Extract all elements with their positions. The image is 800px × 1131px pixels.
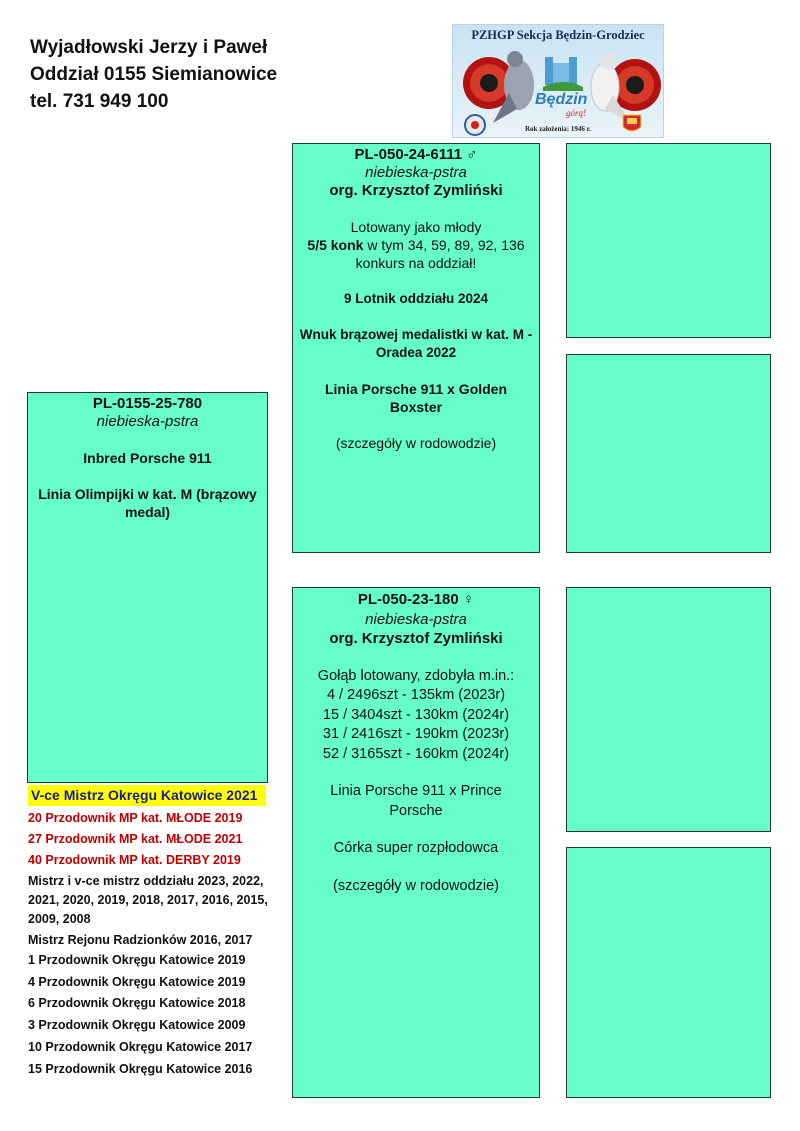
mother-details: (szczegóły w rodowodzie) (332, 877, 499, 894)
mother-line: Linia Porsche 911 x Prince Porsche (330, 783, 502, 819)
father-ring: PL-050-24-6111 ♂ (354, 146, 478, 163)
father-konk-end: konkurs na oddział! (355, 255, 477, 271)
father-origin: org. Krzysztof Zymliński (329, 182, 503, 199)
mother-daughter: Córka super rozpłodowca (333, 840, 499, 856)
mother-result: 31 / 2416szt - 190km (2023r) (322, 726, 510, 742)
achievement-item: 3 Przodownik Okręgu Katowice 2009 (28, 1018, 246, 1033)
achievements-list (28, 785, 288, 1080)
mother-origin: org. Krzysztof Zymliński (329, 630, 503, 647)
achievement-red: 20 Przodownik MP kat. MŁODE 2019 (28, 811, 243, 825)
achievement-red: 27 Przodownik MP kat. MŁODE 2021 (28, 832, 243, 846)
logo-town: Będzin (535, 91, 588, 108)
achievement-item: 1 Przodownik Okręgu Katowice 2019 (28, 953, 246, 967)
main-bird-line1: Inbred Porsche 911 (83, 450, 212, 466)
achievement-item: 6 Przodownik Okręgu Katowice 2018 (28, 996, 246, 1011)
logo-founded: Rok założenia: 1946 r. (525, 125, 591, 133)
father-details: (szczegóły w rodowodzie) (335, 435, 497, 451)
father-dam-box (566, 354, 771, 553)
father-konk-bold: 5/5 konk (307, 237, 364, 253)
mother-sire-box (566, 587, 771, 832)
mother-box (292, 587, 540, 1098)
father-color: niebieska-pstra (365, 164, 467, 181)
father-grandson: Wnuk brązowej medalistki w kat. M - Oradea 2022 (299, 327, 533, 360)
father-sire-box (566, 143, 771, 338)
main-bird-ring: PL-0155-25-780 (92, 395, 203, 412)
mother-result: 15 / 3404szt - 130km (2024r) (322, 706, 510, 723)
owner-name: Wyjadłowski Jerzy i Paweł (30, 37, 268, 58)
father-line: Linia Porsche 911 x Golden Boxster (324, 381, 508, 415)
father-konk-rest: w tym 34, 59, 89, 92, 136 (363, 237, 525, 253)
logo-slogan: górą! (566, 108, 586, 118)
mother-intro: Gołąb lotowany, zdobyła m.in.: (317, 667, 515, 684)
achievement-highlight: V-ce Mistrz Okręgu Katowice 2021 (28, 785, 266, 806)
owner-header (30, 34, 277, 115)
main-bird-line2: Linia Olimpijki w kat. M (brązowy medal) (38, 486, 257, 520)
mother-color: niebieska-pstra (365, 610, 467, 628)
achievement-item: 15 Przodownik Okręgu Katowice 2016 (28, 1061, 253, 1076)
logo-title: PZHGP Sekcja Będzin-Grodziec (471, 28, 645, 42)
owner-branch: Oddział 0155 Siemianowice (30, 64, 278, 85)
mother-result: 4 / 2496szt - 135km (2023r) (326, 687, 506, 703)
mother-dam-box (566, 847, 771, 1098)
owner-phone: tel. 731 949 100 (30, 91, 169, 112)
father-box (292, 143, 540, 553)
main-bird-color: niebieska-pstra (96, 413, 199, 430)
main-bird-box (27, 392, 268, 783)
achievement-rejon: Mistrz Rejonu Radzionków 2016, 2017 (28, 933, 253, 947)
father-konk (293, 236, 539, 254)
achievement-mistrz-oddzialu: Mistrz i v-ce mistrz oddziału 2023, 2022, 2021, 2020, 2019, 2018, 2017, 2016, 2015, 2009, 2008 (28, 874, 268, 926)
father-flown: Lotowany jako młody (350, 219, 482, 235)
achievement-item: 10 Przodownik Okręgu Katowice 2017 (28, 1039, 253, 1054)
achievement-red: 40 Przodownik MP kat. DERBY 2019 (28, 853, 241, 867)
achievement-item: 4 Przodownik Okręgu Katowice 2019 (28, 974, 246, 989)
mother-ring: PL-050-23-180 ♀ (357, 591, 475, 608)
mother-result: 52 / 3165szt - 160km (2024r) (322, 745, 510, 762)
father-lotnik: 9 Lotnik oddziału 2024 (343, 291, 489, 306)
section-logo (452, 24, 664, 138)
